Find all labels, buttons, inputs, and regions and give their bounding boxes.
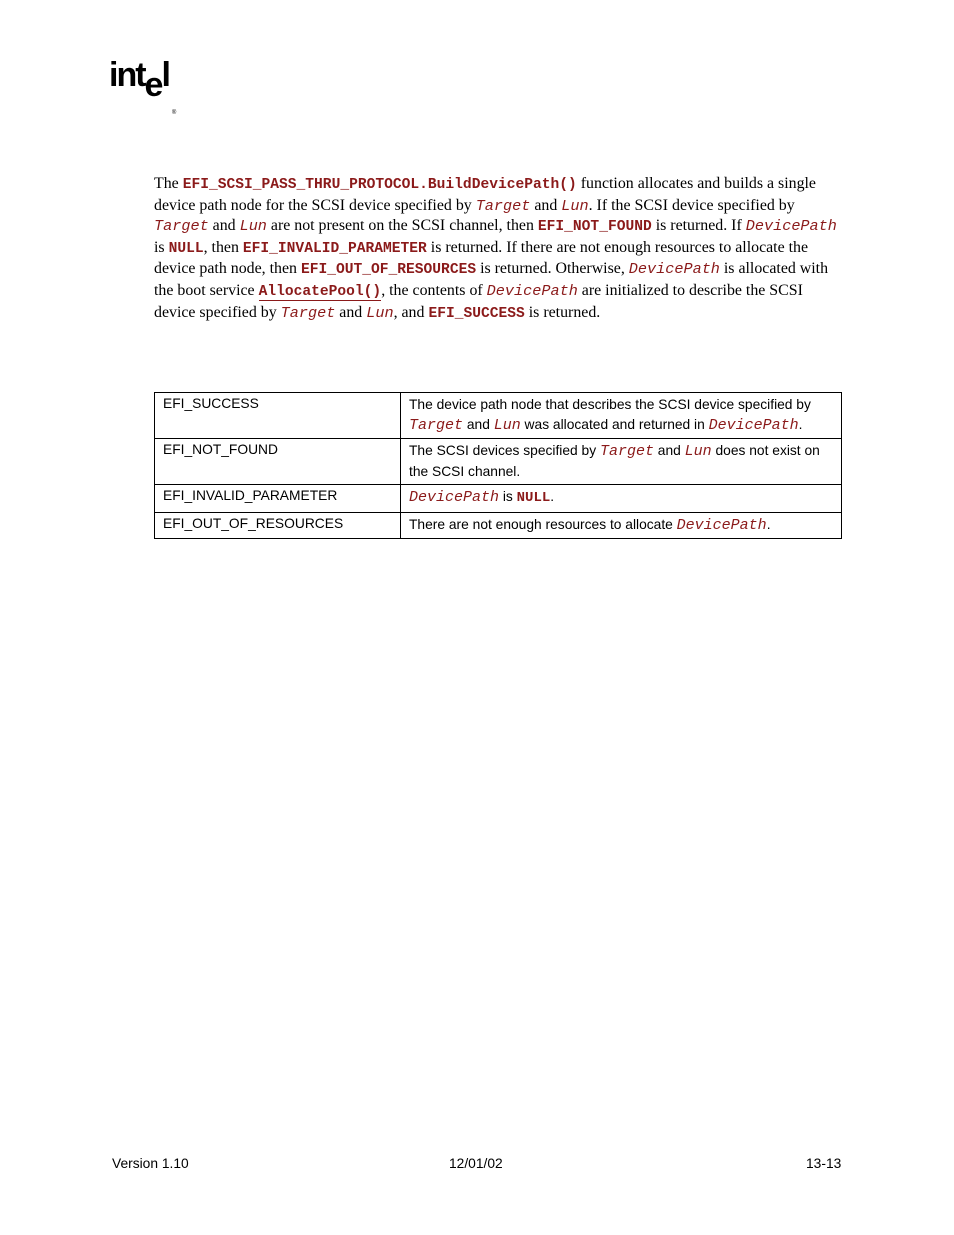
status-code: EFI_INVALID_PARAMETER: [155, 485, 401, 513]
table-row: [155, 512, 842, 539]
footer-page-number: 13-13: [806, 1156, 842, 1171]
status-description: The device path node that describes the SCSI device specified by Target and Lun was allocated and returned in DevicePath.: [401, 393, 842, 439]
status-code: EFI_NOT_FOUND: [155, 439, 401, 485]
registered-mark: ®: [171, 110, 177, 116]
description-paragraph: The EFI_SCSI_PASS_THRU_PROTOCOL.BuildDevicePath() function allocates and builds a single device path node for the SCSI device specified by Target and Lun. If the SCSI device specified by Target and Lun are not present on the SCSI channel, then EFI_NOT_FOUND is returned. If DevicePath is NULL, then EFI_INVALID_PARAMETER is returned. If there are not enough resources to allocate the device path node, then EFI_OUT_OF_RESOURCES is returned. Otherwise, DevicePath is allocated with the boot service AllocatePool(), the contents of DevicePath are initialized to describe the SCSI device specified by Target and Lun, and EFI_SUCCESS is returned.: [154, 175, 837, 322]
status-description: There are not enough resources to allocate DevicePath.: [401, 512, 842, 539]
table-row: [155, 485, 842, 513]
table-row: [155, 439, 842, 485]
footer-date: 12/01/02: [449, 1156, 503, 1171]
status-codes-table: [154, 392, 842, 539]
status-code: EFI_SUCCESS: [155, 393, 401, 439]
status-code: EFI_OUT_OF_RESOURCES: [155, 512, 401, 539]
status-description: DevicePath is NULL.: [401, 485, 842, 513]
allocatepool-link[interactable]: AllocatePool(): [258, 283, 382, 300]
intel-logo: intel$_®$: [109, 56, 177, 116]
footer-version: Version 1.10: [112, 1156, 189, 1171]
table-row: [155, 393, 842, 439]
function-name: EFI_SCSI_PASS_THRU_PROTOCOL.BuildDevicePath(): [182, 177, 577, 193]
status-description: The SCSI devices specified by Target and Lun does not exist on the SCSI channel.: [401, 439, 842, 485]
